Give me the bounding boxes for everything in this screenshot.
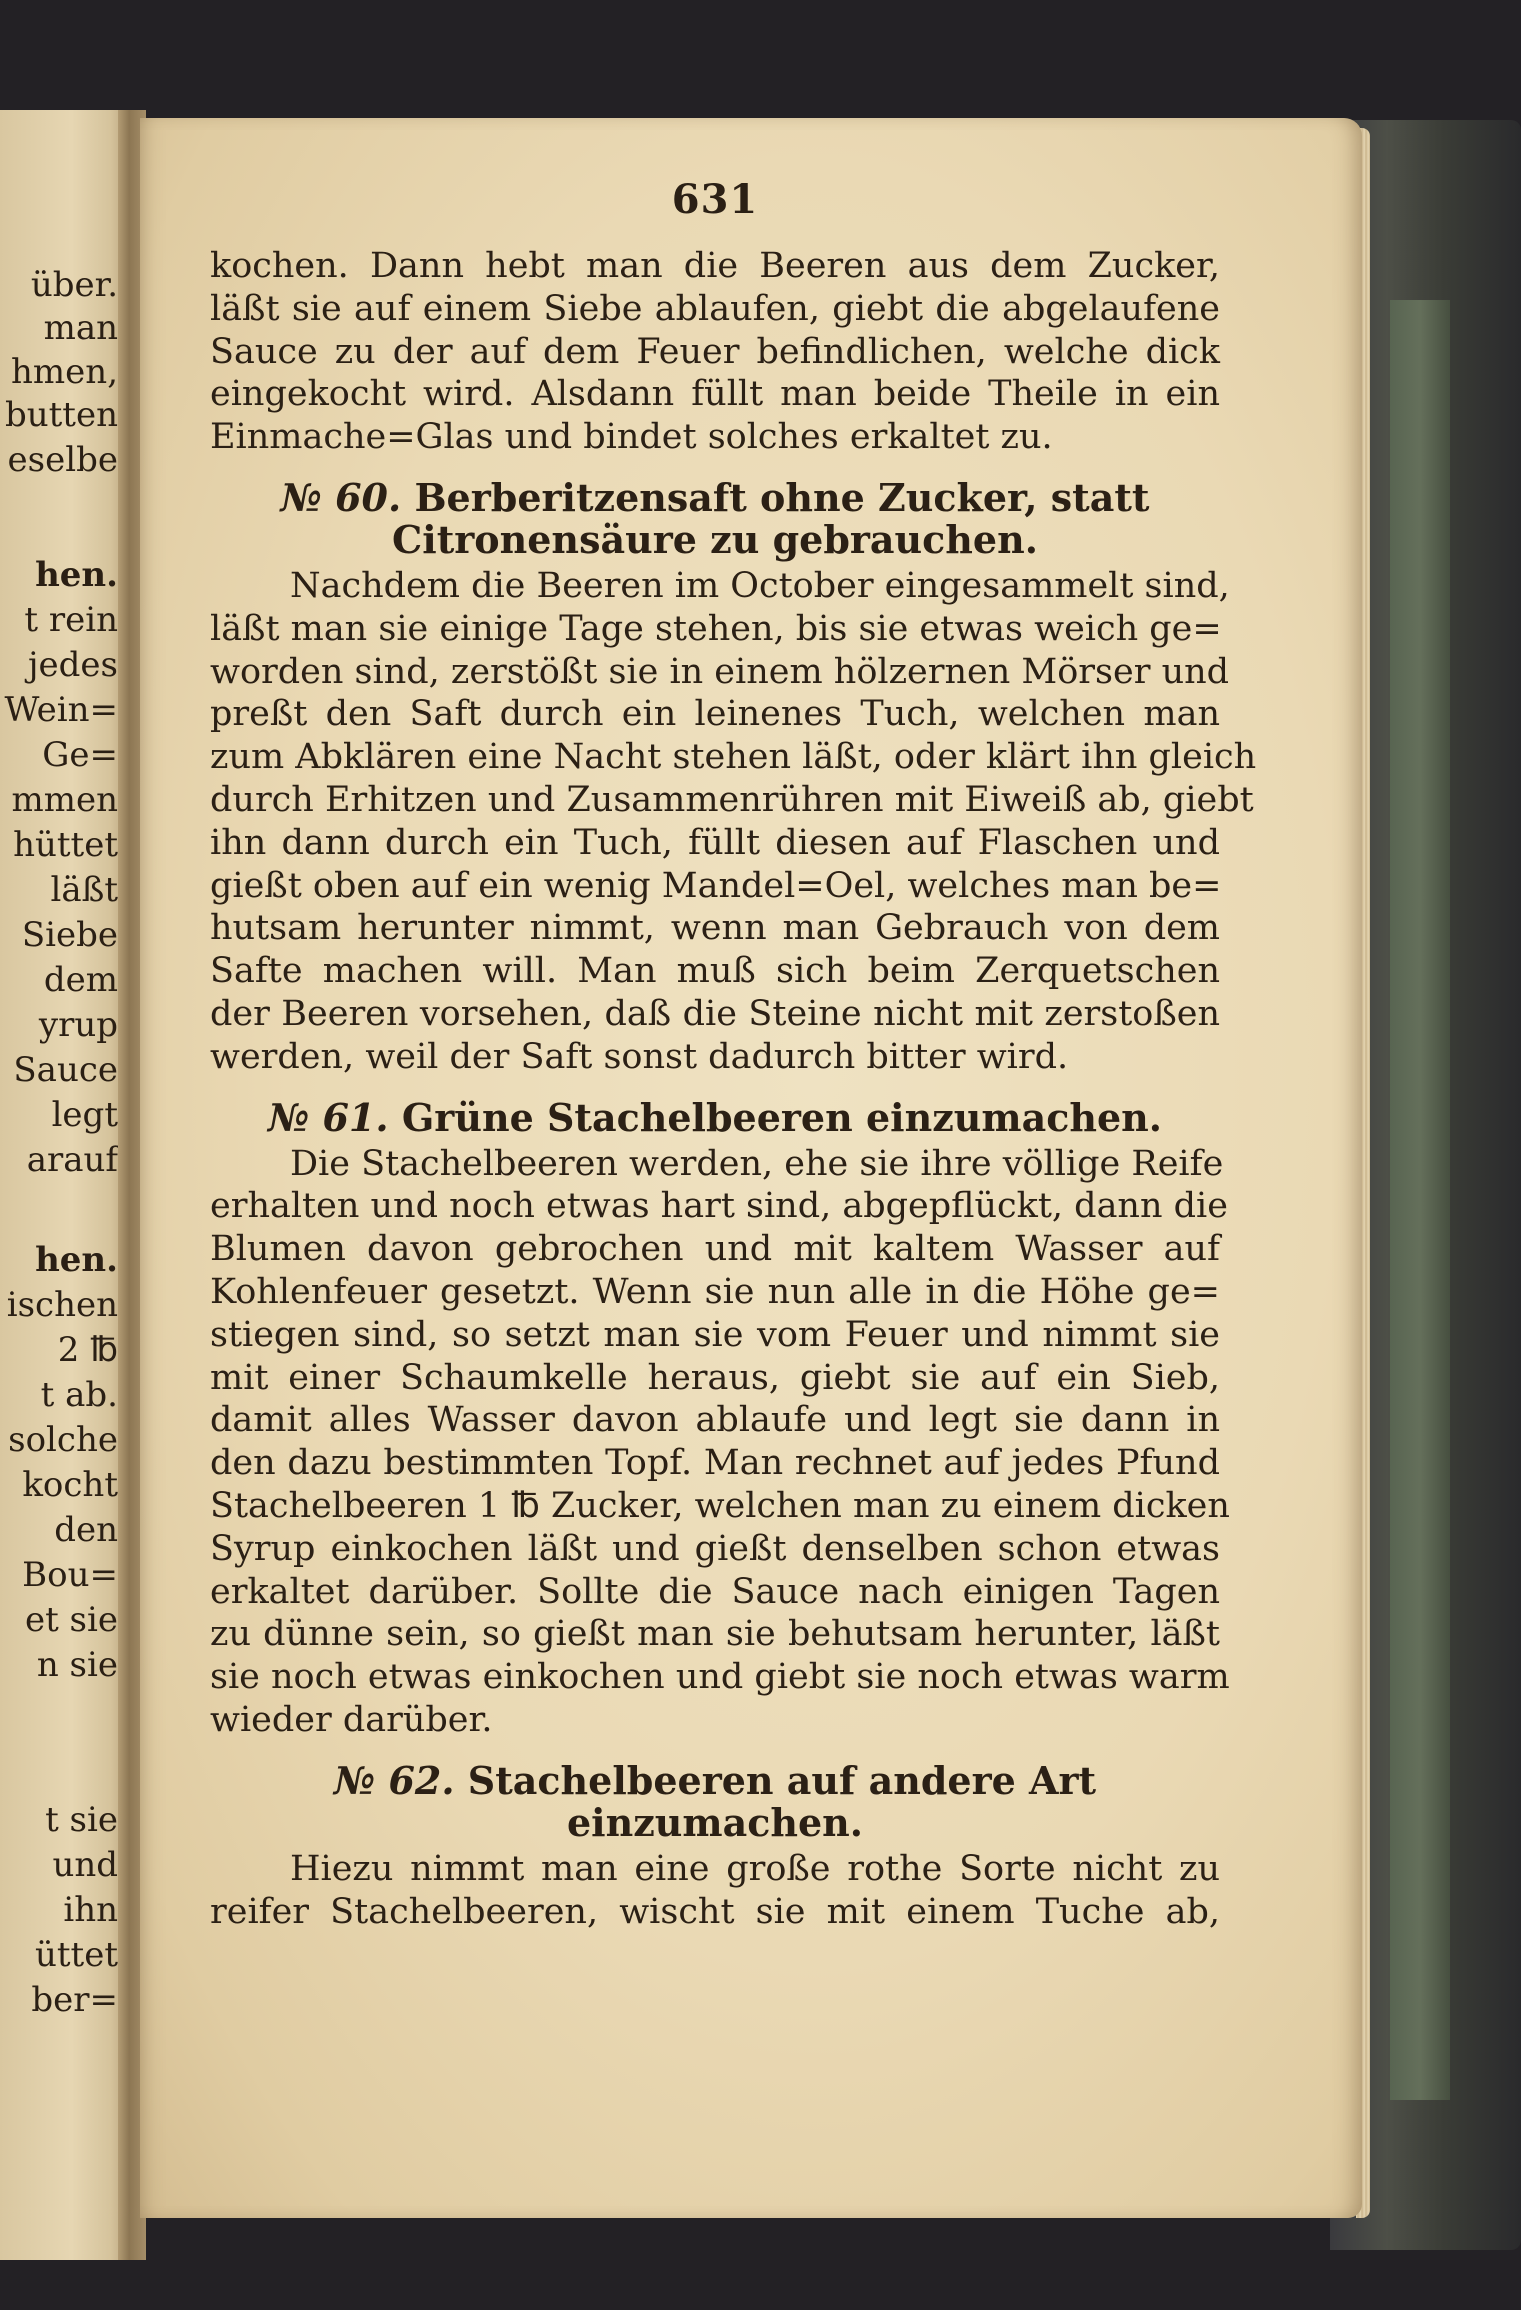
facing-page-fragment: Bou= — [22, 1555, 118, 1595]
facing-page-fragment: man — [43, 308, 118, 348]
text-line: Kohlenfeuer gesetzt. Wenn sie nun alle in die Höhe ge= — [210, 1271, 1220, 1312]
facing-page-fragment: kocht — [22, 1465, 118, 1505]
text-line: Syrup einkochen läßt und gießt denselben schon etwas — [210, 1528, 1220, 1569]
facing-page-fragment: 2 ℔ — [57, 1330, 118, 1370]
heading-line — [210, 1757, 1220, 1803]
text-line: läßt man sie einige Tage stehen, bis sie etwas weich ge= — [210, 608, 1222, 649]
facing-page-fragment: yrup — [38, 1005, 118, 1045]
recipe-heading-61 — [210, 1094, 1220, 1140]
text-line: Stachelbeeren 1 ℔ Zucker, welchen man zu einem dicken — [210, 1485, 1230, 1526]
text-line: mit einer Schaumkelle heraus, giebt sie auf ein Sieb, — [210, 1357, 1220, 1398]
text-line: Sauce zu der auf dem Feuer befindlichen, welche dick — [210, 331, 1220, 372]
binding-cloth-edge — [1390, 300, 1450, 2100]
facing-page-fragment: Ge= — [42, 735, 118, 775]
text-line: werden, weil der Saft sonst dadurch bitter wird. — [210, 1036, 1069, 1077]
facing-page-fragment: ihn — [63, 1890, 118, 1930]
recipe-title: Stachelbeeren auf andere Art — [467, 1757, 1097, 1803]
facing-page-fragment: solche — [8, 1420, 118, 1460]
text-line: Nachdem die Beeren im October eingesammelt sind, — [290, 565, 1230, 606]
facing-page-fragment: et sie — [24, 1600, 118, 1640]
text-line: Die Stachelbeeren werden, ehe sie ihre völlige Reife — [290, 1143, 1224, 1184]
text-line: eingekocht wird. Alsdann füllt man beide Theile in ein — [210, 374, 1220, 415]
text-line: wieder darüber. — [210, 1699, 493, 1740]
facing-page-fragment: butten — [4, 395, 118, 435]
facing-page-fragment: mmen — [11, 780, 118, 820]
facing-page-fragment: t rein — [24, 600, 118, 640]
text-line: erhalten und noch etwas hart sind, abgepflückt, dann die — [210, 1186, 1228, 1227]
recipe-paragraph-62 — [210, 1848, 1220, 1934]
text-line: Blumen davon gebrochen und mit kaltem Wasser auf — [210, 1229, 1220, 1270]
heading-line: einzumachen. — [566, 1799, 864, 1845]
facing-page-fragment: und — [52, 1845, 118, 1885]
text-line: stiegen sind, so setzt man sie vom Feuer und nimmt sie — [210, 1314, 1220, 1355]
page-number: 631 — [671, 176, 759, 223]
text-line: läßt sie auf einem Siebe ablaufen, giebt die abgelaufene — [210, 288, 1220, 329]
facing-page-fragment: t sie — [45, 1800, 118, 1840]
intro-paragraph — [210, 245, 1220, 459]
heading-line — [210, 474, 1220, 520]
recipe-number: № 62. — [333, 1757, 455, 1803]
facing-page-fragment: Sauce — [13, 1050, 118, 1090]
text-line: damit alles Wasser davon ablaufe und legt sie dann in — [210, 1400, 1220, 1441]
facing-page-fragment: über. — [30, 265, 118, 305]
facing-page-fragment: Siebe — [21, 915, 118, 955]
text-line: preßt den Saft durch ein leinenes Tuch, welchen man — [210, 694, 1220, 735]
facing-page-fragment: hen. — [35, 555, 118, 595]
facing-page-fragment: eselbe — [7, 440, 118, 480]
facing-page-fragment: legt — [51, 1095, 118, 1135]
text-line: worden sind, zerstößt sie in einem hölzernen Mörser und — [210, 651, 1230, 692]
recipe-paragraph-61 — [210, 1143, 1230, 1742]
book-page — [140, 118, 1362, 2218]
page-content — [210, 176, 1257, 1933]
text-line: erkaltet darüber. Sollte die Sauce nach einigen Tagen — [210, 1571, 1220, 1612]
text-line: Einmache=Glas und bindet solches erkaltet zu. — [210, 417, 1053, 458]
text-line: kochen. Dann hebt man die Beeren aus dem Zucker, — [210, 246, 1220, 286]
recipe-paragraph-60 — [210, 565, 1257, 1079]
recipe-number: № 60. — [280, 474, 402, 520]
facing-page-fragment: hen. — [35, 1240, 118, 1280]
text-line: zu dünne sein, so gießt man sie behutsam herunter, läßt — [210, 1614, 1220, 1655]
facing-page-fragment: den — [54, 1510, 118, 1550]
text-line: gießt oben auf ein wenig Mandel=Oel, welches man be= — [210, 865, 1222, 906]
text-line: Hiezu nimmt man eine große rothe Sorte nicht zu — [290, 1848, 1220, 1889]
recipe-title: Berberitzensaft ohne Zucker, statt — [414, 474, 1150, 520]
text-line: den dazu bestimmten Topf. Man rechnet auf jedes Pfund — [210, 1443, 1220, 1484]
text-line: zum Abklären eine Nacht stehen läßt, oder klärt ihn gleich — [210, 737, 1257, 778]
facing-page-fragment: ischen — [6, 1285, 118, 1325]
text-line: reifer Stachelbeeren, wischt sie mit einem Tuche ab, — [210, 1891, 1220, 1932]
facing-page-fragment: t ab. — [40, 1375, 118, 1415]
recipe-number: № 61. — [267, 1094, 389, 1140]
facing-page-fragment: läßt — [50, 870, 118, 910]
facing-page-fragment: jedes — [28, 645, 118, 685]
recipe-heading-60 — [210, 474, 1220, 562]
recipe-heading-62 — [210, 1757, 1220, 1845]
facing-page-fragment: dem — [43, 960, 118, 1000]
text-line: durch Erhitzen und Zusammenrühren mit Eiweiß ab, giebt — [210, 779, 1254, 820]
text-line: ihn dann durch ein Tuch, füllt diesen auf Flaschen und — [210, 822, 1220, 863]
facing-page-fragment: arauf — [26, 1140, 118, 1180]
facing-page-fragment: n sie — [36, 1645, 118, 1685]
heading-line — [210, 1094, 1220, 1140]
facing-page-fragment: hüttet — [13, 825, 118, 865]
facing-page — [0, 110, 130, 2260]
facing-page-fragment: ber= — [31, 1980, 118, 2020]
facing-page-fragment: Wein= — [4, 690, 118, 730]
text-line: sie noch etwas einkochen und giebt sie noch etwas warm — [210, 1657, 1230, 1698]
text-line: hutsam herunter nimmt, wenn man Gebrauch von dem — [210, 908, 1220, 949]
facing-page-fragment: üttet — [34, 1935, 118, 1975]
text-line: Safte machen will. Man muß sich beim Zerquetschen — [210, 951, 1220, 992]
heading-line: Citronensäure zu gebrauchen. — [392, 516, 1038, 562]
recipe-title: Grüne Stachelbeeren einzumachen. — [401, 1094, 1163, 1140]
text-line: der Beeren vorsehen, daß die Steine nicht mit zerstoßen — [210, 993, 1220, 1034]
facing-page-fragment: hmen, — [11, 352, 118, 392]
